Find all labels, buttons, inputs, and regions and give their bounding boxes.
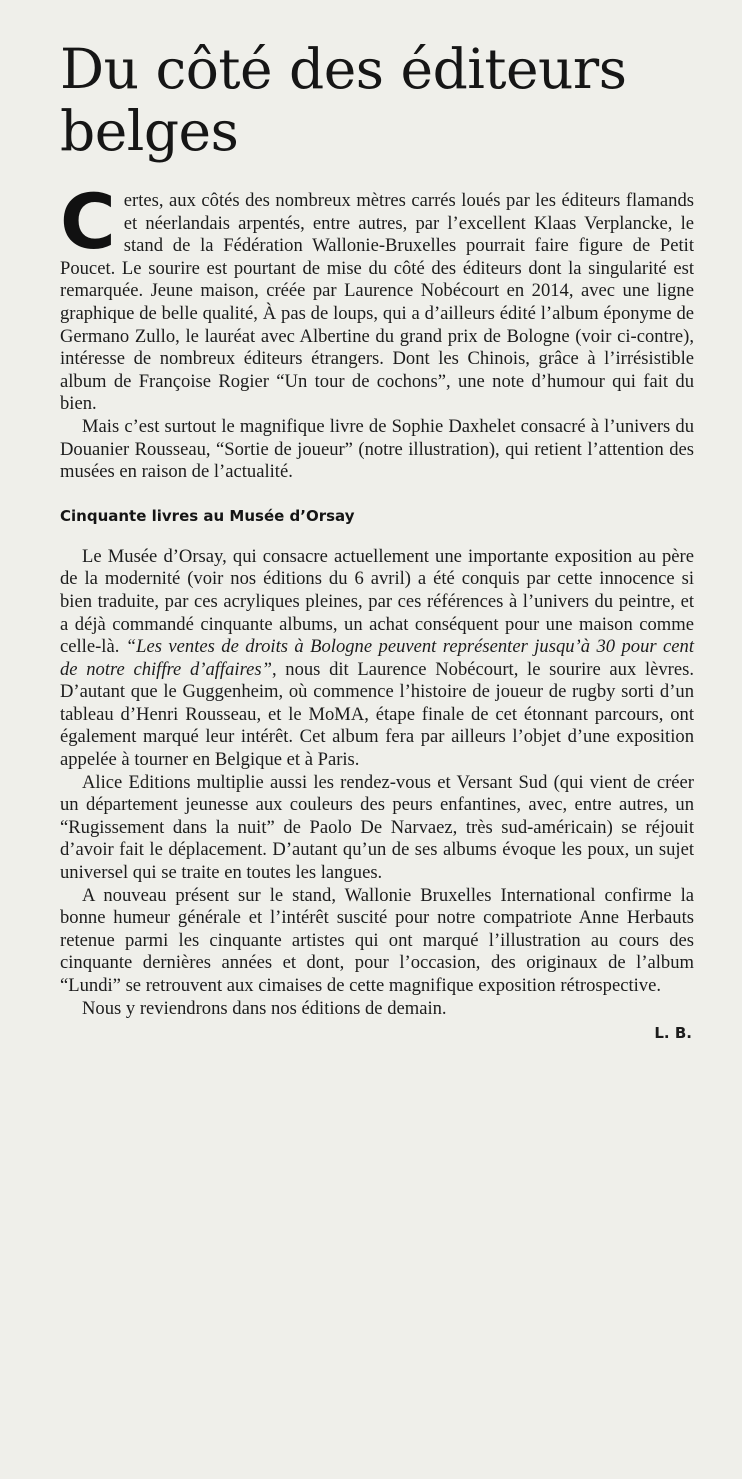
quote: “Les ventes de droits à Bologne peuvent représenter jusqu’à 30 pour cent de notre chiffre d’affaires” bbox=[60, 636, 695, 680]
paragraph-6: Nous y reviendrons dans nos éditions de demain. bbox=[82, 997, 447, 1019]
byline: L. B. bbox=[654, 1024, 692, 1043]
paragraph-1 bbox=[60, 177, 694, 416]
article-body bbox=[60, 177, 695, 1045]
paragraph-3 bbox=[60, 546, 694, 772]
article-title: Du côté des éditeurs belges bbox=[60, 37, 627, 163]
paragraph-3-end: , nous dit Laurence Nobécourt, le sourire aux lèvres. D’autant que le Guggenheim, où commence l’histoire de joueur de rugby sorti d’un tableau d’Henri Rousseau, et le MoMA, étape finale de cet étonnant parcours, ont également marqué leur intérêt. Cet album fera par ailleurs l’objet d’une exposition appelée à tourner en Belgique et à Paris. bbox=[60, 658, 694, 771]
subheading: Cinquante livres au Musée d’Orsay bbox=[60, 506, 355, 525]
paragraph-5: A nouveau présent sur le stand, Wallonie Bruxelles International confirme la bonne humeur générale et l’intérêt suscité pour notre compatriote Anne Herbauts retenue parmi les cinquante artistes qui ont marqué l’illustration au cours des cinquante dernières années et dont, pour l’occasion, des originaux de l’album “Lundi” se retrouvent aux cimaises de cette magnifique exposition rétrospective. bbox=[60, 884, 694, 996]
paragraph-2: Mais c’est surtout le magnifique livre de Sophie Daxhelet consacré à l’univers du Douanier Rousseau, “Sortie de joueur” (notre illustration), qui retient l’attention des musées en raison de l’actualité. bbox=[60, 415, 694, 483]
paragraph-3-start: Le Musée d’Orsay, qui consacre actuellement une importante exposition au père de la modernité (voir nos éditions du 6 avril) a été conquis par cette innocence si bien traduite, par ces acryliques pleines, par ces références à l’univers du peintre, et a déjà commandé cinquante albums, un achat conséquent pour une maison comme celle-là. bbox=[60, 545, 694, 658]
paragraph-4: Alice Editions multiplie aussi les rendez-vous et Versant Sud (qui vient de créer un département jeunesse aux couleurs des peurs enfantines, avec, entre autres, un “Rugissement dans la nuit” de Paolo De Narvaez, très sud-américain) se réjouit d’avoir fait le déplacement. D’autant qu’un de ses albums évoque les poux, un sujet universel qui se traite en toutes les langues. bbox=[60, 771, 694, 884]
paragraph-1-text: ertes, aux côtés des nombreux mètres carrés loués par les éditeurs flamands et néerlandais arpentés, entre autres, par l’excellent Klaas Verplancke, le stand de la Fédération Wallonie-Bruxelles pourrait faire figure de Petit Poucet. Le sourire est pourtant de mise du côté des éditeurs dont la singularité est remarquée. Jeune maison, créée par Laurence Nobécourt en 2014, avec une ligne graphique de belle qualité, À pas de loups, qui a d’ailleurs édité l’album éponyme de Germano Zullo, le lauréat avec Albertine du grand prix de Bologne (voir ci-contre), intéresse de nombreux éditeurs étrangers. Dont les Chinois, grâce à l’irrésistible album de Françoise Rogier “Un tour de cochons”, une note d’humour qui fait du bien. bbox=[60, 190, 694, 415]
drop-cap: C bbox=[60, 177, 116, 266]
